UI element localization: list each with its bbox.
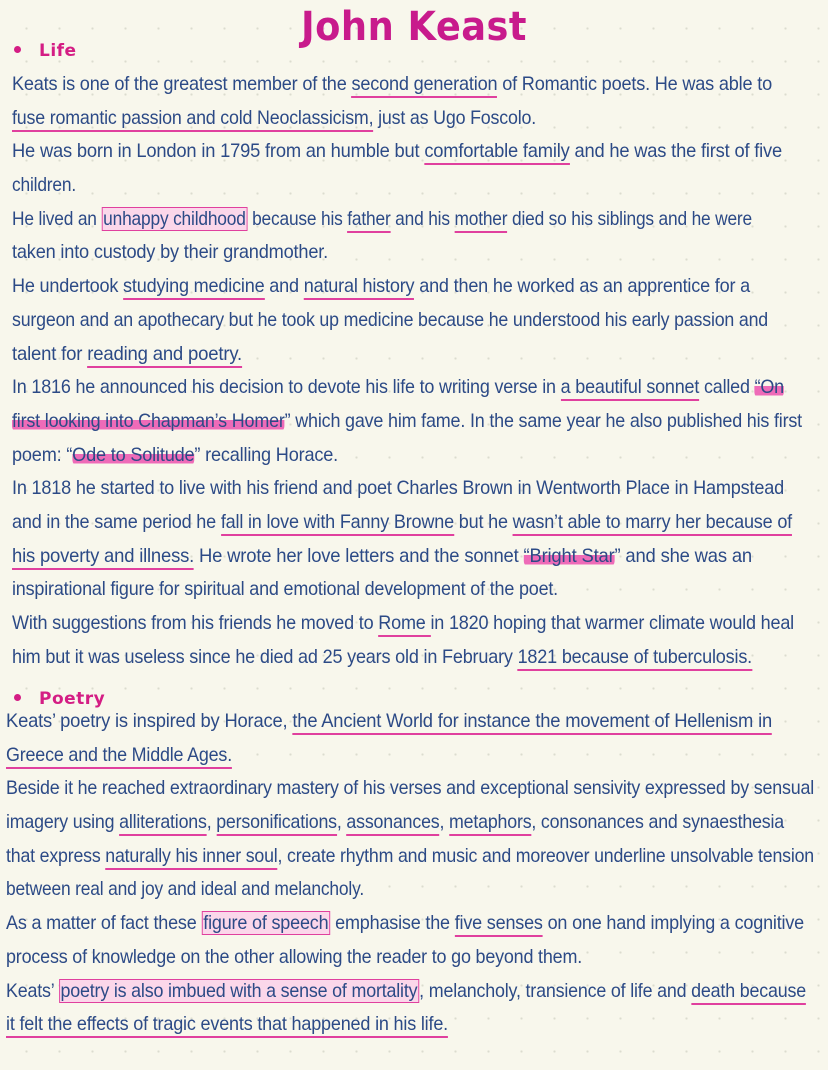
text-line-content bbox=[12, 135, 782, 169]
text-line bbox=[12, 540, 824, 574]
text-segment: emphasise the bbox=[330, 912, 455, 935]
text-segment: children. bbox=[12, 174, 76, 197]
text-segment: With suggestions from his friends he moved to bbox=[12, 612, 379, 634]
underlined-text: fall in love with Fanny Browne bbox=[221, 511, 454, 536]
bullet-icon bbox=[14, 694, 21, 701]
underlined-text: father bbox=[347, 208, 390, 233]
underlined-text: metaphors bbox=[449, 811, 531, 836]
underlined-text: a beautiful sonnet bbox=[561, 376, 699, 401]
text-segment: He wrote her love letters and the sonnet bbox=[194, 544, 524, 567]
underlined-text: assonances bbox=[346, 811, 439, 836]
text-line-content bbox=[12, 203, 752, 237]
text-segment: and he was the first of five bbox=[569, 140, 782, 163]
text-line bbox=[12, 68, 824, 102]
text-line-content bbox=[6, 806, 784, 840]
text-segment: Keats’ poetry is inspired by Horace, bbox=[6, 710, 293, 732]
text-segment: ” and she was an bbox=[614, 544, 752, 567]
text-line-content bbox=[12, 506, 792, 540]
underlined-text: personifications bbox=[216, 811, 337, 836]
highlighted-text: first looking into Chapman’s Homer bbox=[12, 409, 285, 432]
text-line-content bbox=[6, 907, 804, 941]
text-segment: ” which gave him fame. In the same year he also published his first bbox=[284, 409, 802, 432]
underlined-text: fuse romantic passion and cold Neoclassicism, bbox=[12, 107, 373, 132]
text-line bbox=[12, 169, 824, 203]
underlined-text: death because bbox=[691, 980, 806, 1005]
underlined-text: five senses bbox=[455, 912, 543, 937]
text-line-content bbox=[12, 607, 794, 641]
text-segment: , bbox=[206, 811, 217, 834]
boxed-text: unhappy childhood bbox=[103, 207, 246, 230]
highlighted-text: Ode to Solitude bbox=[72, 443, 195, 466]
underlined-text: comfortable family bbox=[424, 140, 569, 165]
text-segment: just as Ugo Foscolo. bbox=[373, 106, 536, 129]
text-line bbox=[12, 607, 824, 641]
text-segment: because his bbox=[247, 207, 348, 230]
text-line bbox=[12, 338, 824, 372]
text-line bbox=[12, 236, 824, 270]
section-life-body bbox=[12, 68, 824, 674]
text-line bbox=[12, 439, 824, 473]
text-line bbox=[12, 203, 824, 237]
text-line-content bbox=[12, 573, 558, 607]
text-segment: poem: “ bbox=[12, 443, 73, 466]
underlined-text: the Ancient World for instance the movement of Hellenism in bbox=[292, 710, 772, 735]
text-line-content bbox=[12, 641, 752, 675]
text-line bbox=[6, 772, 818, 806]
underlined-text: 1821 because of tuberculosis. bbox=[518, 646, 752, 671]
section-poetry-body bbox=[6, 705, 818, 1042]
text-segment: Keats’ bbox=[6, 979, 59, 1002]
text-segment: and then he worked as an apprentice for a bbox=[414, 275, 750, 298]
underlined-text: alliterations bbox=[119, 811, 207, 836]
text-line bbox=[12, 304, 824, 338]
text-segment: He was born in London in 1795 from an humble but bbox=[12, 140, 425, 163]
text-segment: of Romantic poets. He was able to bbox=[497, 73, 772, 95]
text-line bbox=[12, 405, 824, 439]
text-line-content bbox=[6, 873, 364, 907]
text-segment: , bbox=[336, 811, 347, 834]
text-line bbox=[6, 739, 818, 773]
underlined-text: natural history bbox=[304, 275, 415, 300]
text-segment: between real and joy and ideal and melancholy. bbox=[6, 878, 364, 901]
text-line bbox=[12, 573, 824, 607]
text-line bbox=[12, 270, 824, 304]
underlined-text: mother bbox=[454, 208, 507, 233]
text-segment: Keats is one of the greatest member of the bbox=[12, 73, 352, 95]
text-line bbox=[6, 941, 818, 975]
text-segment: inspirational figure for spiritual and emotional development of the poet. bbox=[12, 578, 558, 601]
underlined-text: reading and poetry. bbox=[87, 343, 242, 368]
text-line-content bbox=[12, 439, 338, 473]
text-line bbox=[12, 371, 824, 405]
page-title: John Keast bbox=[301, 4, 527, 50]
text-line bbox=[6, 806, 818, 840]
text-line-content bbox=[6, 705, 772, 739]
text-segment: In 1818 he started to live with his friend and poet Charles Brown in Wentworth Place in Hampstead bbox=[12, 477, 784, 500]
text-line-content bbox=[12, 405, 802, 439]
text-line-content bbox=[12, 236, 328, 270]
text-segment: surgeon and an apothecary but he took up medicine because he understood his early passion and bbox=[12, 308, 768, 331]
text-segment: talent for bbox=[12, 342, 88, 365]
highlighted-text: “On bbox=[754, 376, 784, 399]
text-segment: imagery using bbox=[6, 811, 120, 834]
text-segment: and his bbox=[390, 207, 455, 230]
text-line-content bbox=[12, 371, 784, 405]
text-segment: died so his siblings and he were bbox=[507, 207, 752, 230]
text-line-content bbox=[6, 941, 582, 975]
text-segment: In 1816 he announced his decision to devote his life to writing verse in bbox=[12, 376, 561, 399]
text-line-content bbox=[12, 102, 536, 136]
text-line-content bbox=[12, 338, 242, 372]
text-line-content bbox=[6, 840, 814, 874]
boxed-text: figure of speech bbox=[203, 912, 329, 935]
text-segment: , create rhythm and music and moreover underline unsolvable tension bbox=[277, 844, 815, 867]
text-segment: but he bbox=[453, 510, 513, 533]
text-line-content bbox=[12, 472, 784, 506]
text-line-content bbox=[12, 169, 76, 203]
text-line-content bbox=[6, 975, 806, 1009]
text-line-content bbox=[6, 772, 814, 806]
text-segment: him but it was useless since he died ad 25 years old in February bbox=[12, 645, 518, 668]
text-segment: , bbox=[439, 811, 450, 834]
text-line-content bbox=[12, 68, 772, 102]
underlined-text: it felt the effects of tragic events that happened in his life. bbox=[6, 1013, 448, 1038]
underlined-text: studying medicine bbox=[123, 275, 264, 300]
section-heading-life bbox=[14, 41, 77, 61]
text-segment: , melancholy, transience of life and bbox=[419, 979, 692, 1002]
text-segment: taken into custody by their grandmother. bbox=[12, 241, 328, 264]
text-line bbox=[6, 705, 818, 739]
underlined-text: naturally his inner soul bbox=[105, 845, 277, 870]
text-segment: on one hand implying a cognitive bbox=[542, 912, 804, 935]
boxed-text: poetry is also imbued with a sense of mortality bbox=[60, 979, 418, 1002]
underlined-text: wasn’t able to marry her because of bbox=[513, 511, 792, 536]
text-segment: He lived an bbox=[12, 207, 102, 230]
text-line bbox=[6, 873, 818, 907]
text-segment: ” recalling Horace. bbox=[194, 443, 338, 466]
text-segment: process of knowledge on the other allowing the reader to go beyond them. bbox=[6, 945, 582, 968]
text-segment: , consonances and synaesthesia bbox=[531, 811, 784, 834]
underlined-text: Greece and the Middle Ages. bbox=[6, 744, 232, 769]
highlighted-text: “Bright Star bbox=[523, 544, 615, 567]
text-line bbox=[6, 1008, 818, 1042]
text-segment: As a matter of fact these bbox=[6, 912, 202, 935]
text-line bbox=[12, 135, 824, 169]
text-line-content bbox=[6, 739, 232, 773]
underlined-text: Rome bbox=[378, 612, 430, 637]
text-line bbox=[6, 975, 818, 1009]
text-segment: that express bbox=[6, 844, 106, 867]
text-segment: called bbox=[699, 376, 755, 399]
underlined-text: second generation bbox=[351, 73, 497, 98]
text-segment: Beside it he reached extraordinary mastery of his verses and exceptional sensivity expressed by sensual bbox=[6, 777, 814, 800]
underlined-text: his poverty and illness. bbox=[12, 545, 194, 570]
text-line bbox=[6, 907, 818, 941]
text-line-content bbox=[12, 540, 752, 574]
section-heading-label: Life bbox=[39, 41, 77, 61]
text-line bbox=[12, 472, 824, 506]
text-segment: and bbox=[264, 275, 304, 298]
text-line-content bbox=[6, 1008, 448, 1042]
text-line bbox=[12, 641, 824, 675]
text-segment: He undertook bbox=[12, 275, 124, 298]
text-line bbox=[6, 840, 818, 874]
text-line-content bbox=[12, 304, 768, 338]
text-line bbox=[12, 102, 824, 136]
section-heading-label: Poetry bbox=[39, 689, 106, 709]
text-segment: and in the same period he bbox=[12, 510, 221, 533]
bullet-icon bbox=[14, 46, 21, 53]
text-line bbox=[12, 506, 824, 540]
text-line-content bbox=[12, 270, 750, 304]
text-segment: in 1820 hoping that warmer climate would heal bbox=[430, 612, 794, 634]
